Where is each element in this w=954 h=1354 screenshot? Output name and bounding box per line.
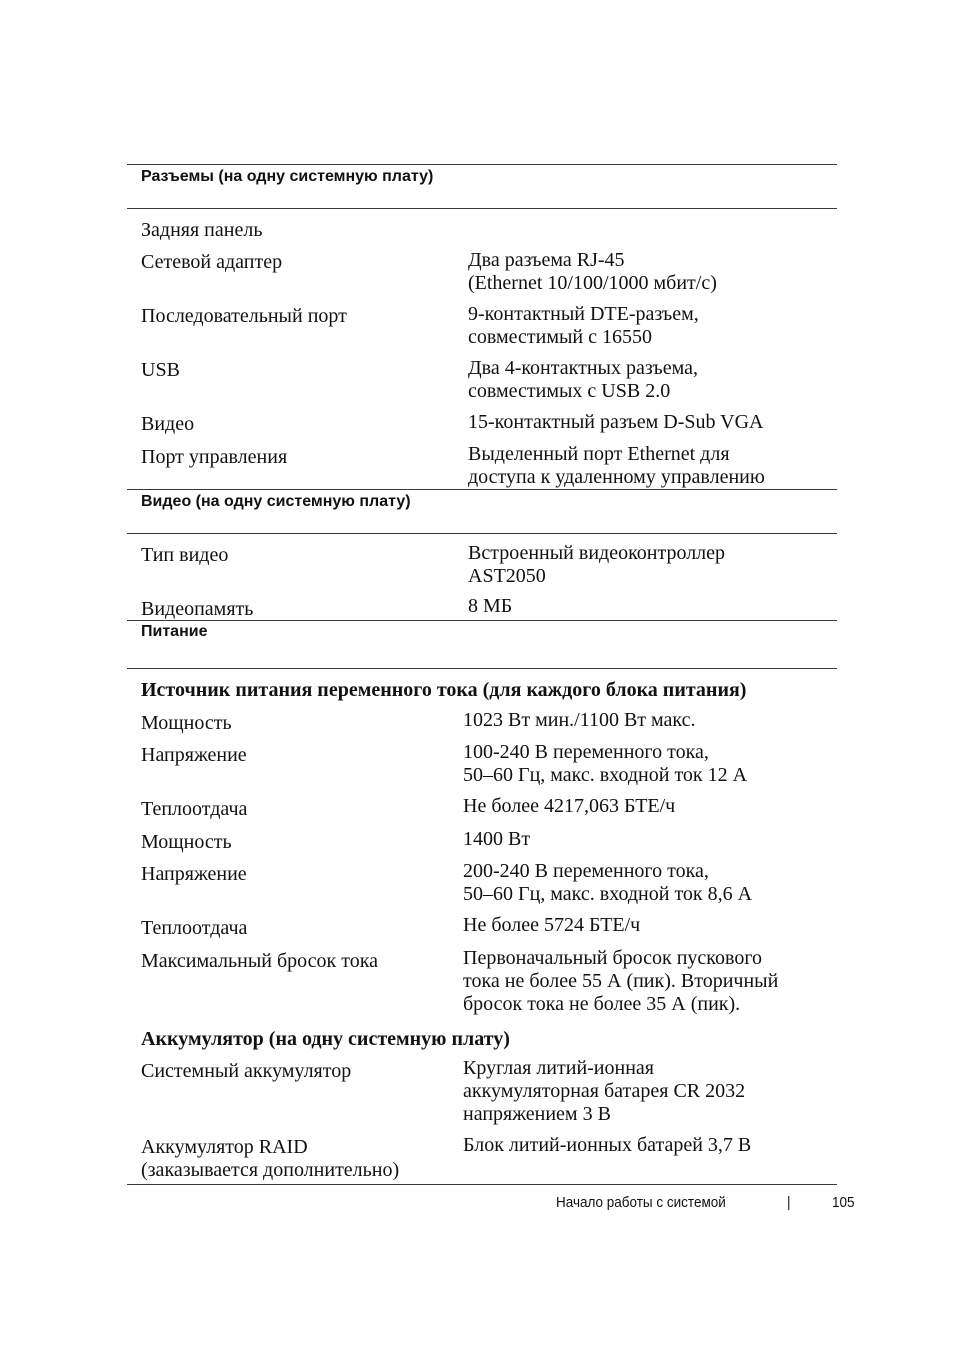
rule	[127, 489, 837, 490]
value-usb: Два 4-контактных разъема, совместимых с USB 2.0	[468, 357, 699, 402]
label-rear-panel: Задняя панель	[141, 219, 263, 241]
label-network-adapter: Сетевой адаптер	[141, 251, 283, 273]
section-heading-power: Питание	[141, 623, 208, 640]
value-serial-port: 9-контактный DTE-разъем, совместимый с 16550	[468, 303, 699, 348]
label-video-type: Тип видео	[141, 544, 229, 566]
label-system-battery: Системный аккумулятор	[141, 1060, 352, 1082]
value-voltage-1: 100-240 В переменного тока, 50–60 Гц, макс. входной ток 12 А	[463, 741, 748, 786]
label-serial-port: Последовательный порт	[141, 305, 347, 327]
value-power-1: 1023 Вт мин./1100 Вт макс.	[463, 709, 696, 731]
value-system-battery: Круглая литий-ионная аккумуляторная батарея CR 2032 напряжением 3 В	[463, 1057, 746, 1125]
page-number: 105	[832, 1194, 855, 1211]
value-heat-2: Не более 5724 БТЕ/ч	[463, 914, 641, 936]
value-inrush-current: Первоначальный бросок пускового тока не более 55 А (пик). Вторичный бросок тока не более 35 А (пик).	[463, 947, 779, 1015]
label-inrush-current: Максимальный бросок тока	[141, 950, 379, 972]
label-usb: USB	[141, 359, 180, 381]
footer-section-title: Начало работы с системой	[556, 1194, 726, 1211]
section-heading-connectors: Разъемы (на одну системную плату)	[141, 168, 434, 185]
rule	[127, 164, 837, 165]
rule	[127, 1184, 837, 1185]
section-heading-video: Видео (на одну системную плату)	[141, 493, 411, 510]
label-voltage-2: Напряжение	[141, 863, 247, 885]
value-voltage-2: 200-240 В переменного тока, 50–60 Гц, макс. входной ток 8,6 А	[463, 860, 753, 905]
label-power-1: Мощность	[141, 712, 232, 734]
label-management-port: Порт управления	[141, 446, 288, 468]
value-network-adapter: Два разъема RJ-45 (Ethernet 10/100/1000 мбит/с)	[468, 249, 717, 294]
value-heat-1: Не более 4217,063 БТЕ/ч	[463, 795, 676, 817]
value-video-type: Встроенный видеоконтроллер AST2050	[468, 542, 726, 587]
subheading-battery: Аккумулятор (на одну системную плату)	[141, 1028, 510, 1050]
value-raid-battery: Блок литий-ионных батарей 3,7 В	[463, 1134, 752, 1156]
label-power-2: Мощность	[141, 831, 232, 853]
rule	[127, 668, 837, 669]
label-heat-2: Теплоотдача	[141, 917, 248, 939]
label-video-port: Видео	[141, 413, 195, 435]
rule	[127, 208, 837, 209]
label-voltage-1: Напряжение	[141, 744, 247, 766]
footer-separator: |	[787, 1194, 791, 1211]
value-management-port: Выделенный порт Ethernet для доступа к удаленному управлению	[468, 443, 765, 488]
rule	[127, 620, 837, 621]
value-video-memory: 8 МБ	[468, 595, 513, 617]
subheading-ac-power-supply: Источник питания переменного тока (для каждого блока питания)	[141, 679, 747, 701]
value-video-port: 15-контактный разъем D-Sub VGA	[468, 411, 764, 433]
label-video-memory: Видеопамять	[141, 598, 254, 620]
rule	[127, 533, 837, 534]
value-power-2: 1400 Вт	[463, 828, 531, 850]
label-heat-1: Теплоотдача	[141, 798, 248, 820]
label-raid-battery: Аккумулятор RAID (заказывается дополнительно)	[141, 1136, 400, 1181]
